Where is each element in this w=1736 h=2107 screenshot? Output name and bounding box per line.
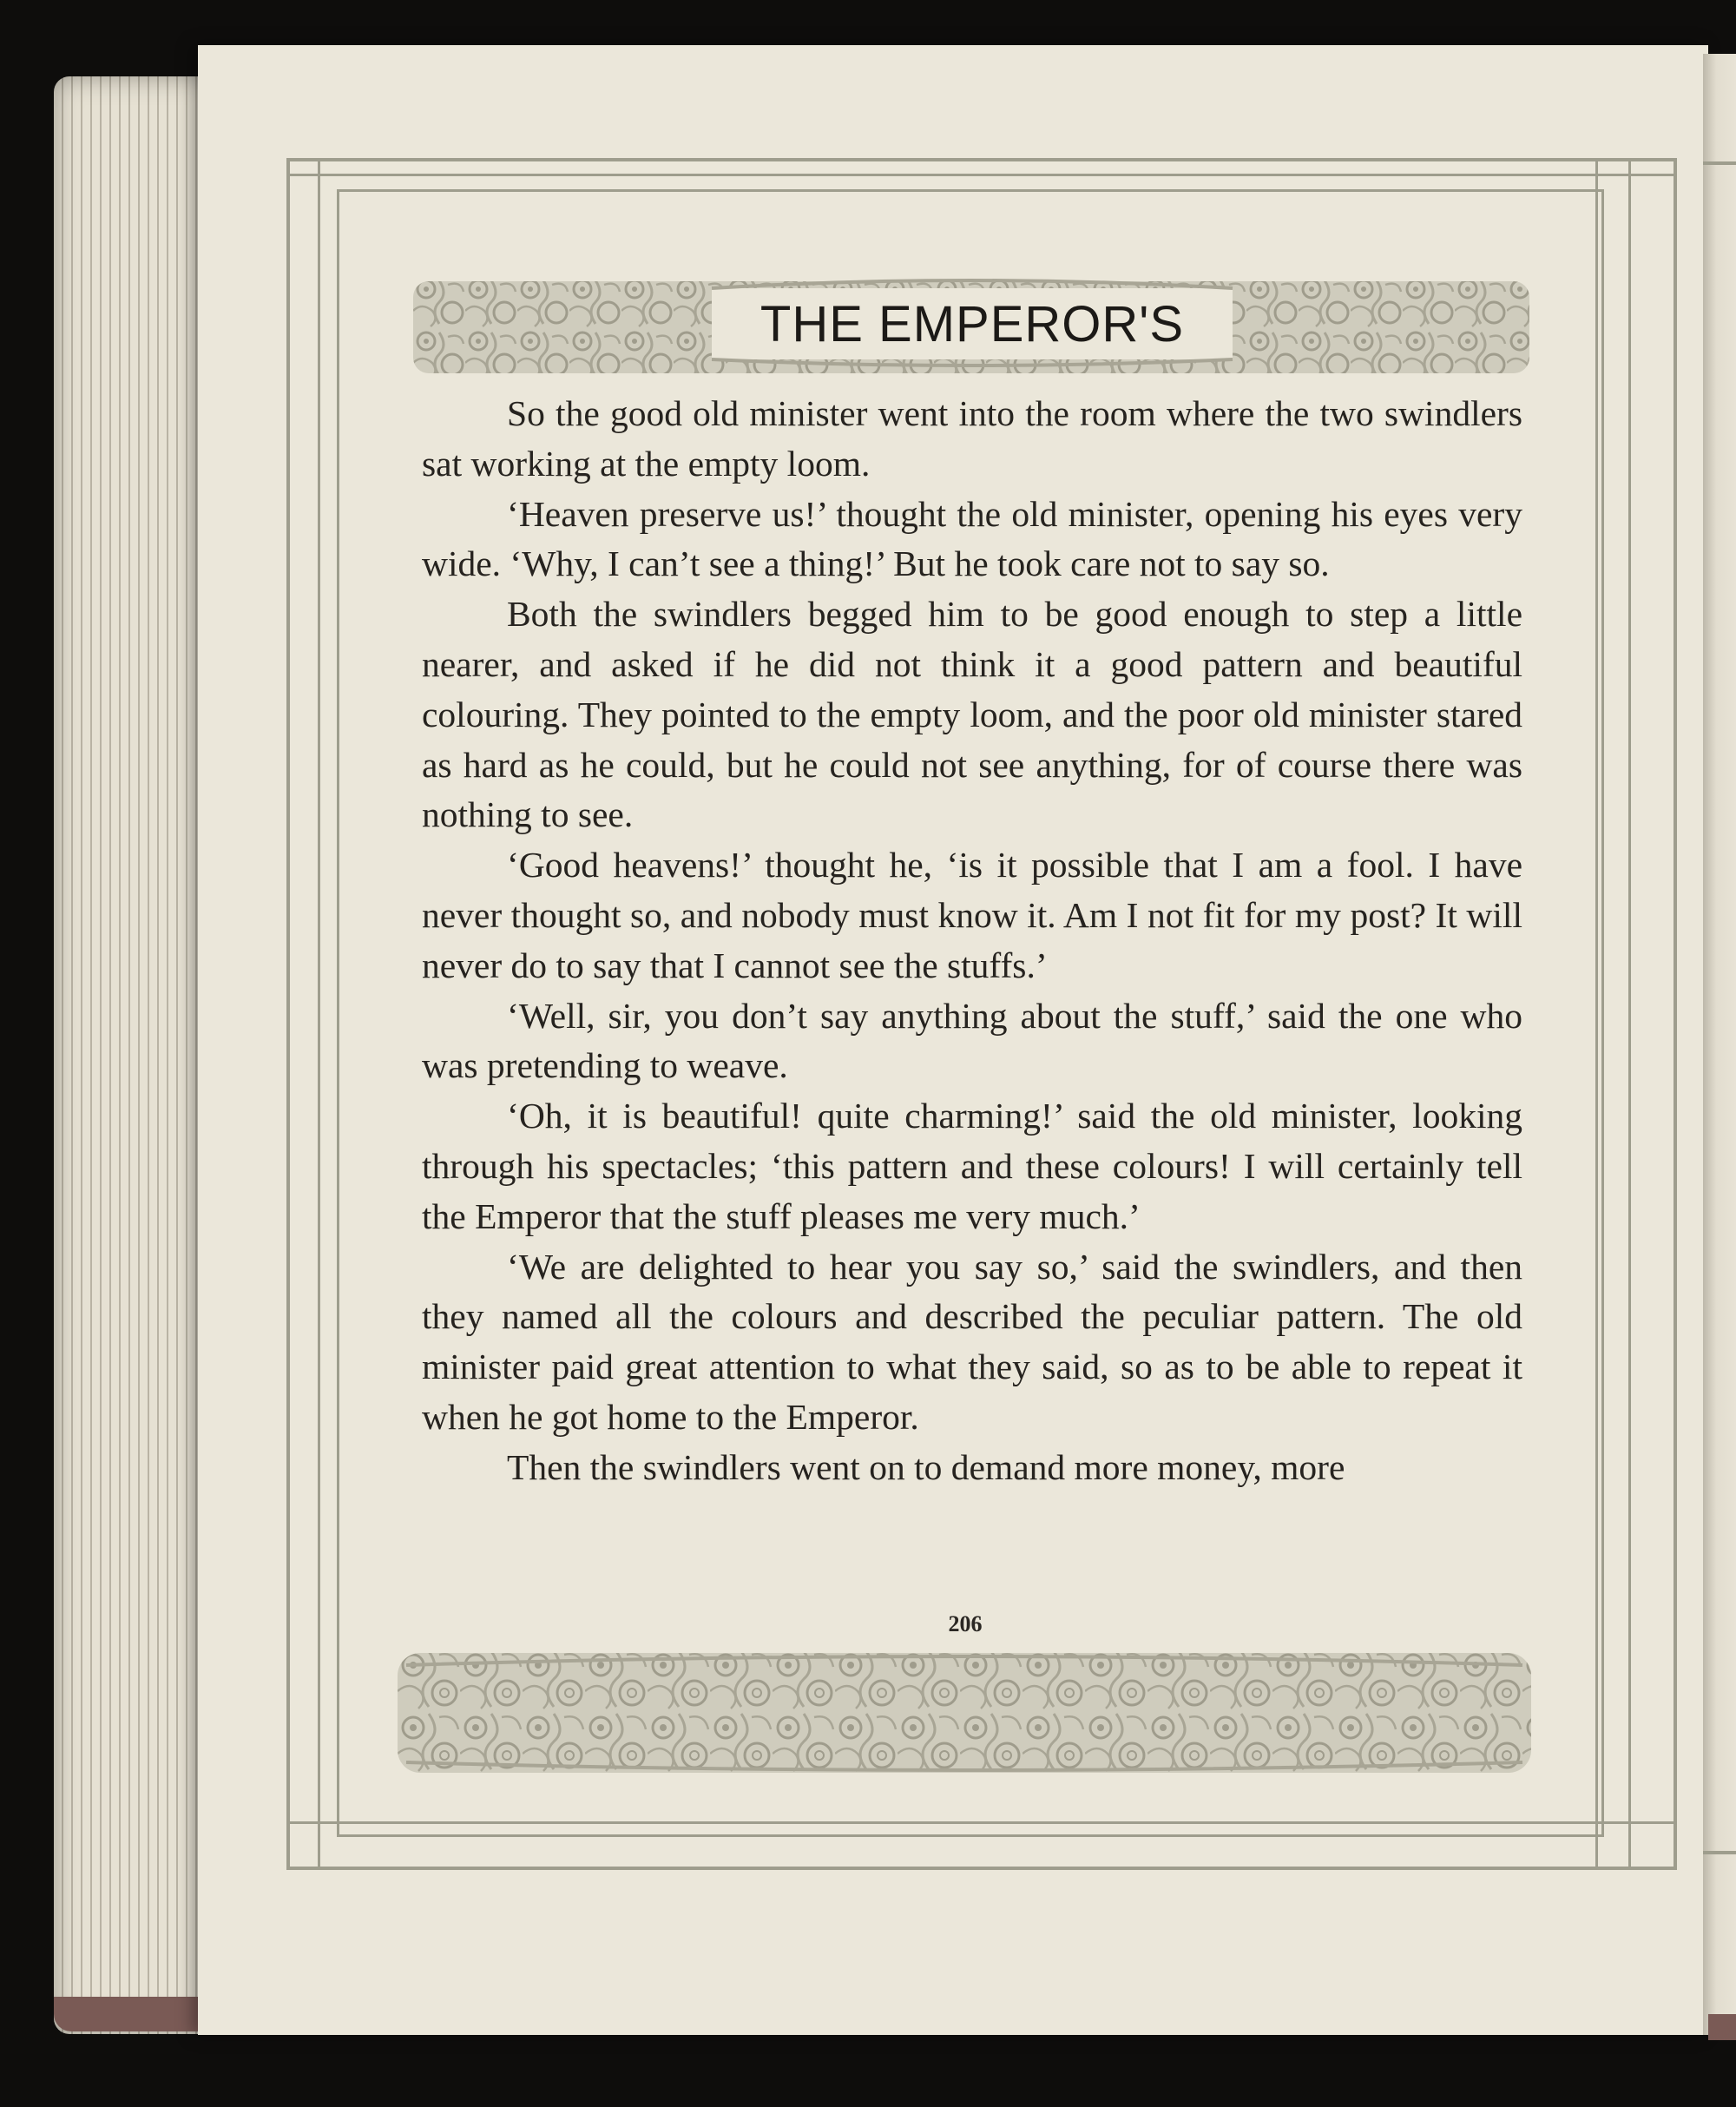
paragraph: So the good old minister went into the room where the two swindlers sat working at the empty loom. — [422, 393, 1522, 484]
page-edges — [54, 76, 219, 2034]
paragraph: ‘Well, sir, you don’t say anything about the stuff,’ said the one who was pretending to weave. — [422, 995, 1522, 1086]
footer-ornament — [398, 1648, 1531, 1778]
paragraph: Both the swindlers begged him to be good enough to step a little nearer, and asked if he did not think it a good pattern and beautiful colouring. They pointed to the empty loom, and the poor old minister stared as hard as he could, but he could not see anything, for of course there was nothing to see. — [422, 594, 1522, 835]
page-border-rule — [1595, 158, 1598, 1870]
paragraph: ‘Good heavens!’ thought he, ‘is it possible that I am a fool. I have never thought so, and nobody must know it. Am I not fit for my post? It will never do to say that I cannot see the stuffs.’ — [422, 845, 1522, 985]
page-border-rule — [286, 1821, 1677, 1824]
paragraph: ‘We are delighted to hear you say so,’ said the swindlers, and then they named all the colours and described the peculiar pattern. The old minister paid great attention to what they said, so as to be able to repeat it when he got home to the Emperor. — [422, 1246, 1522, 1437]
paragraph: ‘Oh, it is beautiful! quite charming!’ said the old minister, looking through his spectacles; ‘this pattern and these colours! I will certainly tell the Emperor that the stuff pleases me very much.’ — [422, 1096, 1522, 1236]
running-header: THE EMPEROR'S — [760, 296, 1185, 352]
page-border-rule — [318, 158, 320, 1870]
story-text — [422, 389, 1522, 1493]
facing-page-frame — [1703, 161, 1736, 1854]
book-cover-edge — [54, 1997, 210, 2031]
page-number: 206 — [948, 1611, 983, 1636]
book-cover-corner — [1708, 2014, 1736, 2040]
page-border-rule — [1628, 158, 1631, 1870]
paragraph: ‘Heaven preserve us!’ thought the old minister, opening his eyes very wide. ‘Why, I can’t see a thing!’ But he took care not to say so. — [422, 493, 1522, 584]
page-border-rule — [286, 174, 1677, 176]
paragraph: Then the swindlers went on to demand more money, more — [507, 1446, 1345, 1487]
